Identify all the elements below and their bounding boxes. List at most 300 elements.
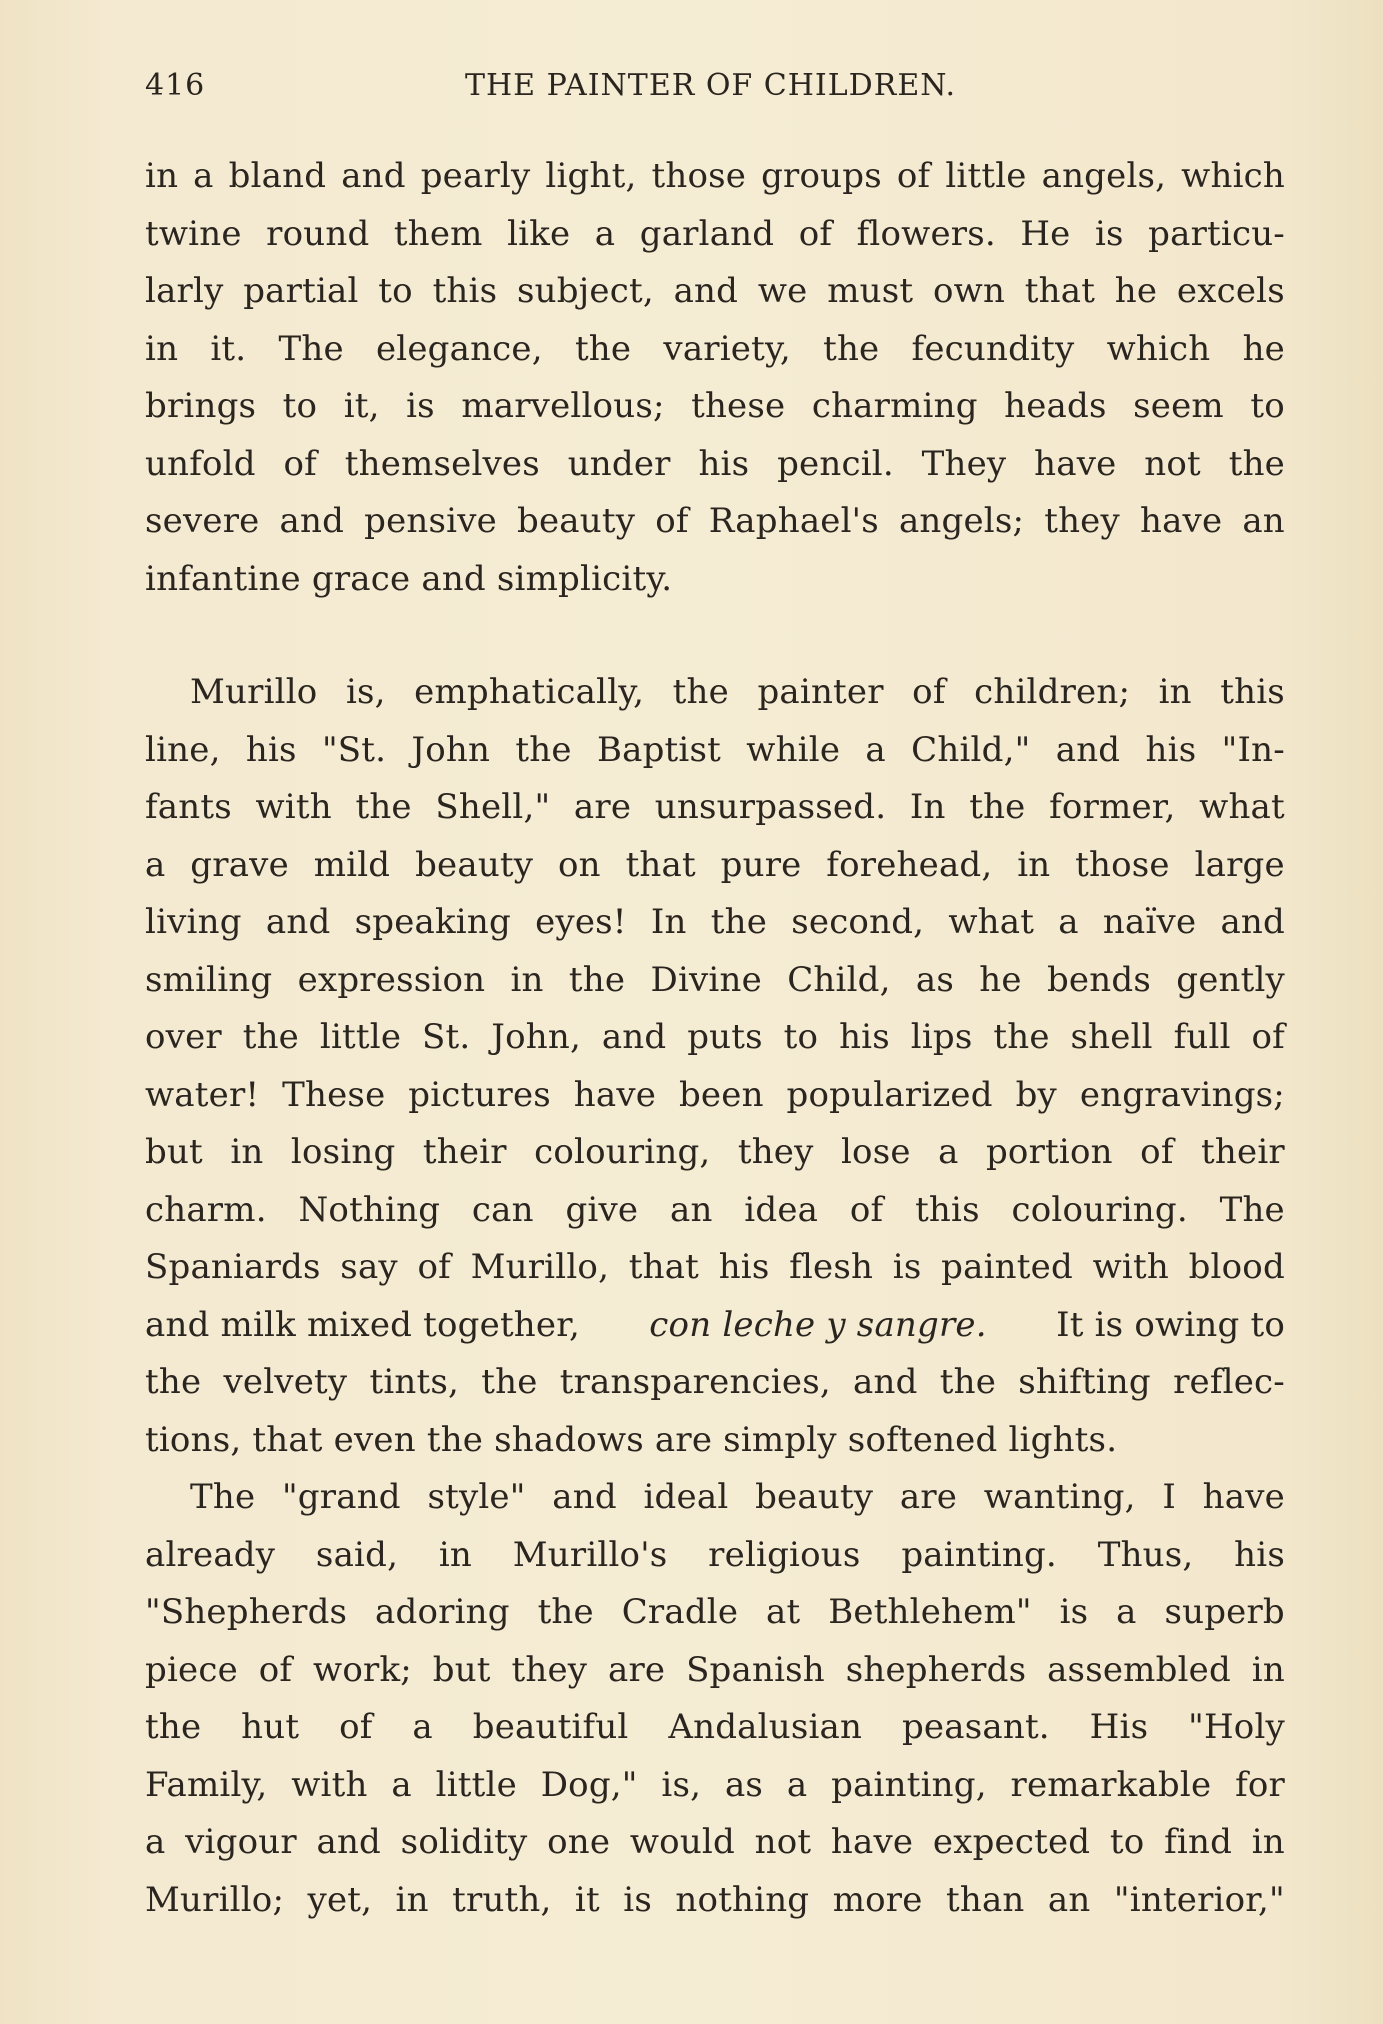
- word: must: [827, 271, 914, 311]
- word: partial: [243, 271, 359, 311]
- word: expected: [932, 1822, 1091, 1862]
- word: in: [1158, 672, 1192, 712]
- word: little: [319, 1017, 402, 1057]
- word: The: [190, 1477, 256, 1517]
- word: an: [1242, 501, 1285, 541]
- italic-phrase: con leche y sangre.: [649, 1304, 987, 1345]
- word: painted: [941, 1247, 1073, 1287]
- word: popularized: [786, 1074, 993, 1115]
- word: are: [899, 1477, 958, 1517]
- word: "grand: [281, 1477, 401, 1517]
- text-segment: and milk mixed together,: [145, 1304, 580, 1345]
- word: in: [395, 1879, 429, 1920]
- word: heads: [1004, 386, 1107, 426]
- word: and: [279, 501, 345, 541]
- word: his: [698, 443, 750, 484]
- text-line: [145, 321, 1285, 379]
- word: have: [1034, 443, 1117, 484]
- word: and: [853, 1362, 918, 1402]
- word: to: [1109, 1822, 1145, 1862]
- word: smiling: [145, 959, 273, 1000]
- text-line: [145, 1067, 1285, 1125]
- word: what: [1199, 787, 1285, 827]
- word: portion: [985, 1132, 1113, 1172]
- word: this: [915, 1189, 980, 1230]
- text-line: [145, 952, 1285, 1010]
- word: and: [552, 1477, 617, 1517]
- word: charming: [811, 386, 978, 426]
- word: would: [629, 1822, 735, 1862]
- word: Nothing: [298, 1189, 441, 1230]
- page-header: [145, 68, 1285, 108]
- text-line: [145, 1124, 1285, 1182]
- word: Baptist: [596, 729, 722, 770]
- word: a: [865, 729, 886, 770]
- word: former,: [1049, 787, 1176, 827]
- word: of: [1251, 1017, 1285, 1057]
- text-line: [145, 1584, 1285, 1642]
- word: and: [1055, 729, 1121, 770]
- word: which: [1181, 156, 1285, 196]
- word: fecundity: [911, 328, 1075, 369]
- word: it: [574, 1879, 600, 1920]
- word: under: [567, 443, 671, 484]
- word: Murillo: [190, 672, 318, 712]
- word: them: [393, 213, 483, 254]
- text-line: [145, 1182, 1285, 1240]
- word: beauty: [415, 844, 534, 885]
- text-line: [145, 1642, 1285, 1700]
- word: with: [291, 1764, 368, 1805]
- text-line: [145, 894, 1285, 952]
- word: larly: [145, 271, 224, 311]
- word: of: [339, 1707, 373, 1747]
- text-line: [145, 837, 1285, 895]
- word: as: [915, 959, 955, 1000]
- word: that: [1024, 271, 1096, 311]
- word: that: [625, 844, 696, 885]
- word: little: [435, 1764, 517, 1805]
- word: which: [1106, 328, 1211, 369]
- word: In: [650, 902, 687, 942]
- word: groups: [761, 156, 882, 196]
- word: to: [282, 386, 318, 426]
- word: the: [939, 1362, 997, 1402]
- text-line: [145, 1757, 1285, 1815]
- word: they: [1044, 501, 1120, 541]
- paragraph-2: [145, 664, 1285, 1469]
- word: a: [1058, 902, 1079, 942]
- word: but: [432, 1649, 491, 1690]
- text-line: [145, 1527, 1285, 1585]
- word: are: [608, 1649, 666, 1690]
- word: those: [1075, 844, 1170, 885]
- word: this: [1220, 672, 1285, 712]
- word: flowers.: [856, 213, 996, 254]
- word: and: [265, 902, 331, 942]
- word: angels;: [898, 501, 1025, 541]
- word: twine: [145, 213, 242, 254]
- word: colouring.: [1011, 1189, 1188, 1230]
- word: is: [1059, 1592, 1089, 1632]
- text-line: [145, 779, 1285, 837]
- word: round: [266, 213, 370, 254]
- word: in: [438, 1534, 473, 1575]
- word: lose: [840, 1132, 911, 1172]
- text-line: [145, 664, 1285, 722]
- page-number: 416: [145, 68, 206, 103]
- text-line: [145, 1872, 1285, 1930]
- paragraph-gap: [145, 608, 1285, 664]
- word: a: [1116, 1592, 1137, 1632]
- word: piece: [145, 1649, 238, 1690]
- word: of: [655, 501, 689, 541]
- word: "Shepherds: [145, 1592, 348, 1632]
- word: by: [1015, 1074, 1057, 1115]
- word: second,: [791, 902, 925, 942]
- text-line: [145, 722, 1285, 780]
- word: children;: [974, 672, 1131, 712]
- word: yet,: [307, 1879, 373, 1920]
- word: the: [568, 959, 626, 1000]
- word: find: [1164, 1822, 1233, 1862]
- word: pensive: [364, 501, 497, 541]
- word: been: [678, 1074, 764, 1115]
- text-line: [145, 1699, 1285, 1757]
- word: These: [282, 1074, 386, 1115]
- word: shell: [1070, 1017, 1153, 1057]
- text-segment: It is owing to: [1056, 1304, 1285, 1345]
- word: to: [783, 1017, 819, 1057]
- text-line: [145, 263, 1285, 321]
- text-line: tions, that even the shadows are simply softened lights.: [145, 1419, 1118, 1460]
- word: the: [969, 787, 1026, 827]
- word: have: [1202, 1477, 1285, 1517]
- word: these: [691, 386, 786, 426]
- word: John: [411, 729, 491, 770]
- word: His: [1089, 1707, 1149, 1747]
- word: emphatically,: [414, 672, 645, 712]
- text-line: [145, 436, 1285, 494]
- word: living: [145, 902, 242, 942]
- word: as: [724, 1764, 764, 1805]
- word: seem: [1133, 386, 1224, 426]
- word: Murillo;: [145, 1879, 285, 1920]
- word: Murillo,: [470, 1247, 610, 1287]
- text-line-with-italic: [145, 1297, 1285, 1355]
- word: "interior,": [1113, 1879, 1285, 1920]
- word: line,: [145, 729, 221, 770]
- word: In: [909, 787, 946, 827]
- word: is: [892, 1247, 922, 1287]
- word: say: [340, 1247, 398, 1287]
- word: it,: [343, 386, 380, 426]
- word: beauty: [517, 501, 636, 541]
- word: his: [245, 729, 297, 770]
- word: a: [786, 1764, 808, 1805]
- word: of: [417, 1247, 451, 1287]
- word: in: [145, 328, 179, 369]
- word: of: [258, 1649, 293, 1690]
- word: speaking: [354, 902, 511, 942]
- word: give: [565, 1189, 639, 1230]
- word: assembled: [1047, 1649, 1231, 1690]
- word: excels: [1176, 271, 1285, 311]
- word: in: [145, 156, 179, 196]
- word: "St.: [321, 729, 387, 770]
- word: in: [1251, 1822, 1285, 1862]
- word: water!: [145, 1074, 260, 1115]
- word: the: [515, 729, 572, 770]
- word: ideal: [643, 1477, 729, 1517]
- word: the: [145, 1707, 202, 1747]
- word: one: [547, 1822, 611, 1862]
- word: pencil.: [777, 443, 894, 484]
- word: already: [145, 1534, 276, 1575]
- word: the: [993, 1017, 1050, 1057]
- word: we: [757, 271, 808, 311]
- paragraph-1: [145, 148, 1285, 608]
- word: subject,: [516, 271, 654, 311]
- word: gently: [1176, 959, 1285, 1000]
- word: superb: [1164, 1592, 1285, 1632]
- word: at: [766, 1592, 801, 1632]
- word: the: [355, 787, 412, 827]
- word: painting,: [831, 1764, 987, 1805]
- word: a: [193, 156, 214, 196]
- word: his: [1145, 729, 1197, 770]
- word: this: [432, 271, 498, 311]
- word: variety,: [663, 328, 791, 369]
- word: an: [1047, 1879, 1091, 1920]
- word: are: [573, 787, 632, 827]
- word: Child,": [911, 729, 1031, 770]
- word: but: [145, 1132, 203, 1172]
- text-line: [145, 206, 1285, 264]
- word: to: [1250, 386, 1285, 426]
- word: The: [1219, 1189, 1285, 1230]
- word: Shell,": [435, 787, 551, 827]
- word: Spanish: [686, 1649, 825, 1690]
- word: eyes!: [535, 902, 627, 942]
- word: the: [145, 1362, 202, 1402]
- word: large: [1194, 844, 1285, 885]
- word: the: [823, 328, 880, 369]
- word: grave: [190, 844, 289, 885]
- word: wanting,: [983, 1477, 1136, 1517]
- word: said,: [315, 1534, 399, 1575]
- word: not: [1144, 443, 1201, 484]
- text-line: [145, 1239, 1285, 1297]
- word: the: [242, 1017, 300, 1057]
- word: Child,: [787, 959, 891, 1000]
- word: he: [1114, 271, 1158, 311]
- word: the: [710, 902, 768, 942]
- word: the: [574, 328, 632, 369]
- word: solidity: [400, 1822, 528, 1862]
- word: that: [628, 1247, 700, 1287]
- text-line: [145, 1469, 1285, 1527]
- word: with: [1092, 1247, 1169, 1287]
- word: truth,: [452, 1879, 552, 1920]
- word: fants: [145, 787, 232, 827]
- word: a: [938, 1132, 959, 1172]
- word: hut: [241, 1707, 300, 1747]
- word: painter: [757, 672, 884, 712]
- word: John,: [491, 1017, 581, 1057]
- word: mild: [313, 844, 391, 885]
- word: bland: [228, 156, 327, 196]
- word: and: [601, 1017, 667, 1057]
- word: puts: [687, 1017, 763, 1057]
- word: of: [849, 1189, 884, 1230]
- word: marvellous;: [461, 386, 665, 426]
- word: the: [537, 1592, 594, 1632]
- word: of: [283, 443, 317, 484]
- word: in: [1017, 844, 1051, 885]
- word: pearly: [420, 156, 531, 196]
- word: charm.: [145, 1189, 267, 1230]
- text-line: [145, 378, 1285, 436]
- word: colouring,: [534, 1132, 711, 1172]
- word: a: [145, 844, 166, 885]
- word: their: [1201, 1132, 1285, 1172]
- word: those: [651, 156, 747, 196]
- word: work;: [313, 1649, 412, 1690]
- word: They: [921, 443, 1007, 484]
- word: he: [1242, 328, 1285, 369]
- word: forehead,: [826, 844, 993, 885]
- word: and: [316, 1822, 382, 1862]
- word: is,: [661, 1764, 702, 1805]
- word: it.: [210, 328, 247, 369]
- word: tints,: [369, 1362, 460, 1402]
- word: bends: [1046, 959, 1151, 1000]
- word: the: [672, 672, 729, 712]
- word: St.: [422, 1017, 471, 1057]
- word: beautiful: [472, 1707, 629, 1747]
- word: on: [557, 844, 601, 885]
- word: they: [737, 1132, 814, 1172]
- word: Family,: [145, 1764, 268, 1805]
- word: pictures: [408, 1074, 551, 1115]
- word: Andalusian: [668, 1707, 863, 1747]
- word: garland: [639, 213, 775, 254]
- word: beauty: [755, 1477, 874, 1517]
- word: peasant.: [901, 1707, 1050, 1747]
- word: little: [945, 156, 1027, 196]
- word: reflec-: [1173, 1362, 1285, 1402]
- word: shifting: [1018, 1362, 1151, 1402]
- word: transparencies,: [559, 1362, 831, 1402]
- word: idea: [744, 1189, 819, 1230]
- text-line: [145, 1814, 1285, 1872]
- word: in: [230, 1132, 264, 1172]
- word: expression: [297, 959, 486, 1000]
- word: "Holy: [1188, 1707, 1285, 1747]
- word: adoring: [375, 1592, 510, 1632]
- word: themselves: [344, 443, 540, 484]
- word: his: [839, 1017, 890, 1057]
- word: not: [754, 1822, 812, 1862]
- word: the: [481, 1362, 538, 1402]
- word: Bethlehem": [828, 1592, 1032, 1632]
- paragraph-3: [145, 1469, 1285, 1929]
- word: unsurpassed.: [654, 787, 887, 827]
- word: style": [427, 1477, 526, 1517]
- word: Divine: [650, 959, 762, 1000]
- word: than: [945, 1879, 1025, 1920]
- word: and: [341, 156, 406, 196]
- word: remarkable: [1010, 1764, 1212, 1805]
- word: an: [669, 1189, 713, 1230]
- word: Murillo's: [512, 1534, 668, 1575]
- word: elegance,: [375, 328, 543, 369]
- word: a: [391, 1764, 412, 1805]
- word: The: [278, 328, 344, 369]
- word: have: [1139, 501, 1223, 541]
- word: more: [832, 1879, 923, 1920]
- word: religious: [708, 1534, 861, 1575]
- word: he: [979, 959, 1022, 1000]
- word: of: [896, 156, 931, 196]
- word: unfold: [145, 443, 256, 484]
- word: can: [471, 1189, 534, 1230]
- word: have: [830, 1822, 914, 1862]
- word: what: [948, 902, 1035, 942]
- word: in: [1251, 1649, 1285, 1690]
- word: their: [422, 1132, 507, 1172]
- word: Dog,": [540, 1764, 638, 1805]
- word: while: [746, 729, 841, 770]
- word: vigour: [185, 1822, 297, 1862]
- text-line: [145, 1354, 1285, 1412]
- word: his: [1234, 1534, 1285, 1575]
- running-title: THE PAINTER OF CHILDREN.: [465, 68, 957, 103]
- word: and: [673, 271, 739, 311]
- word: with: [255, 787, 332, 827]
- word: is: [1094, 213, 1124, 254]
- text-line: [145, 493, 1285, 551]
- word: Thus,: [1097, 1534, 1194, 1575]
- word: is: [623, 1879, 652, 1920]
- word: own: [932, 271, 1006, 311]
- word: blood: [1188, 1247, 1285, 1287]
- word: is,: [345, 672, 386, 712]
- text-line: [145, 148, 1285, 206]
- word: over: [145, 1017, 222, 1057]
- word: light,: [545, 156, 637, 196]
- word: naïve: [1102, 902, 1197, 942]
- word: and: [1220, 902, 1285, 942]
- text-line: infantine grace and simplicity.: [145, 558, 673, 599]
- word: pure: [720, 844, 802, 885]
- word: his: [718, 1247, 770, 1287]
- word: for: [1235, 1764, 1285, 1805]
- word: particu-: [1148, 213, 1285, 254]
- word: to: [378, 271, 413, 311]
- word: severe: [145, 501, 260, 541]
- word: Cradle: [621, 1592, 739, 1632]
- word: is: [406, 386, 435, 426]
- word: He: [1020, 213, 1071, 254]
- word: lips: [910, 1017, 973, 1057]
- word: Spaniards: [145, 1247, 321, 1287]
- word: have: [573, 1074, 657, 1115]
- word: "In-: [1221, 729, 1285, 770]
- word: the: [1228, 443, 1285, 484]
- word: a: [594, 213, 616, 254]
